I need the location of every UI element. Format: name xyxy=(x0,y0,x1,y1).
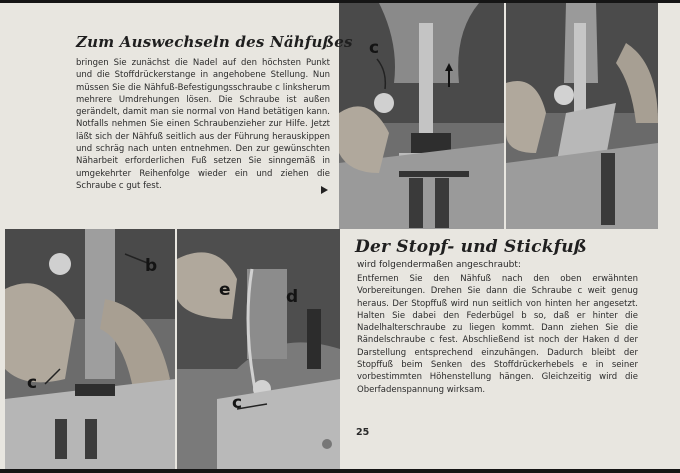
bottom-border xyxy=(0,469,680,473)
heading-darning-foot: Der Stopf- und Stickfuß xyxy=(355,237,587,257)
label-c-right: c xyxy=(232,393,243,413)
photo-presser-foot-tilted xyxy=(506,3,658,229)
photo-presser-foot-raised xyxy=(339,3,504,229)
subheading-darning-foot: wird folgendermaßen angeschraubt: xyxy=(357,260,521,270)
label-e: e xyxy=(219,280,231,300)
label-b: b xyxy=(145,256,158,276)
heading-change-presser-foot: Zum Auswechseln des Nähfußes xyxy=(76,33,353,51)
photo-darning-foot-hook xyxy=(177,229,340,469)
continue-arrow-icon xyxy=(321,186,328,194)
label-c-left: c xyxy=(27,373,38,393)
label-c-top: c xyxy=(369,38,380,58)
page-number: 25 xyxy=(356,427,370,438)
paragraph-darning-foot: Entfernen Sie den Nähfuß nach den oben erwähnten Vorbereitungen. Drehen Sie dann die Schraube c weit genug heraus. Der Stopffuß wird nun seitlich von hinten her angesetzt. Halten Sie dabei den Federbügel b so, daß er hinter die Nadelhalterschraube zu liegen kommt. Dann ziehen Sie die Rändelschraube c fest. Abschließend ist noch der Haken d der Darstellung entsprechend einzuhängen. Dadurch bleibt der Stopffuß beim Senken des Stoffdrückerhebels e in seiner vorbestimmten Höhenstellung hängen. Gleichzeitig wird die Oberfadenspannung wirksam. xyxy=(357,274,638,395)
paragraph-change-presser-foot: bringen Sie zunächst die Nadel auf den höchsten Punkt und die Stoffdrückerstange in angehobene Stellung. Nun müssen Sie die Nähfuß-Befestigungsschraube c linksherum mehrere Umdrehungen lösen. Die Schraube ist außen gerändelt, damit man sie normal von Hand betätigen kann. Notfalls nehmen Sie einen Schraubenzieher zur Hilfe. Jetzt läßt sich der Nähfuß seitlich aus der Führung herauskippen und schräg nach unten entnehmen. Den zur gewünschten Näharbeit erforderlichen Fuß setzen Sie sinngemäß in umgekehrter Reihenfolge wieder ein und ziehen die Schraube c gut fest. xyxy=(76,58,330,191)
label-d: d xyxy=(286,287,299,307)
